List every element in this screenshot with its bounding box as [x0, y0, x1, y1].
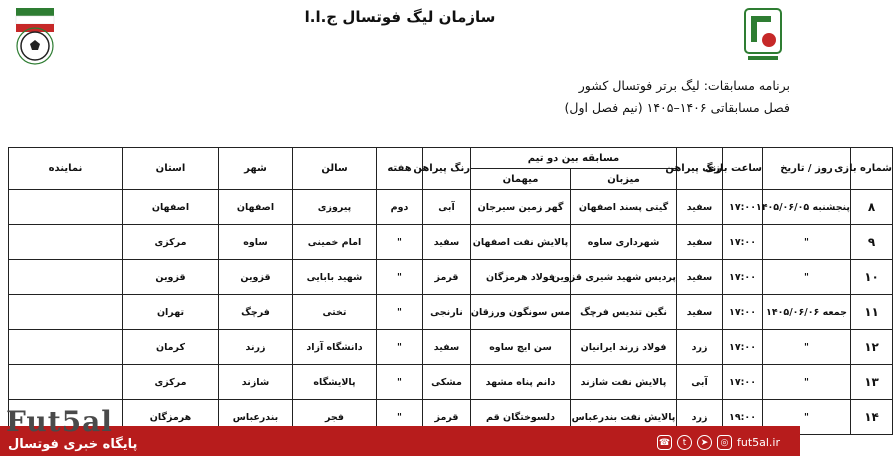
match-time: ۱۷:۰۰: [723, 330, 763, 365]
province: تهران: [123, 295, 219, 330]
col-time: ساعت بازی: [723, 148, 763, 190]
match-date: ": [763, 260, 851, 295]
guest-team: دلسوختگان قم: [471, 400, 571, 435]
table-row: [9, 330, 893, 365]
page-title: سازمان لیگ فوتسال ج.ا.ا: [304, 8, 496, 26]
guest-color: سفید: [423, 330, 471, 365]
guest-color: نارنجی: [423, 295, 471, 330]
website-link[interactable]: fut5al.ir: [736, 436, 780, 449]
match-date: ": [763, 365, 851, 400]
rep: [9, 365, 123, 400]
guest-team: دانم پناه مشهد: [471, 365, 571, 400]
host-team: پالایش نفت بندرعباس: [571, 400, 677, 435]
host-color: سفید: [677, 260, 723, 295]
venue: پالایشگاه: [293, 365, 377, 400]
match-time: ۱۷:۰۰: [723, 190, 763, 225]
week: ": [377, 330, 423, 365]
week: دوم: [377, 190, 423, 225]
host-team: فولاد زرند ایرانیان: [571, 330, 677, 365]
guest-team: مس سونگون ورزقان: [471, 295, 571, 330]
match-time: ۱۷:۰۰: [723, 225, 763, 260]
rep: [9, 225, 123, 260]
venue: پیروزی: [293, 190, 377, 225]
match-date: ": [763, 400, 851, 435]
host-color: سفید: [677, 190, 723, 225]
host-team: گیتی پسند اصفهان: [571, 190, 677, 225]
province: کرمان: [123, 330, 219, 365]
match-date: جمعه ۱۴۰۵/۰۶/۰۶: [763, 295, 851, 330]
province: قزوین: [123, 260, 219, 295]
match-time: ۱۷:۰۰: [723, 365, 763, 400]
match-no: ۱۱: [851, 295, 893, 330]
host-team: پردیس شهید شیری قزوین: [571, 260, 677, 295]
match-date: ": [763, 330, 851, 365]
city: شازند: [219, 365, 293, 400]
guest-team: گهر زمین سیرجان: [471, 190, 571, 225]
guest-color: قرمز: [423, 400, 471, 435]
match-no: ۱۳: [851, 365, 893, 400]
table-row: [9, 190, 893, 225]
guest-color: سفید: [423, 225, 471, 260]
guest-team: سن ایچ ساوه: [471, 330, 571, 365]
table-row: [9, 260, 893, 295]
guest-color: آبی: [423, 190, 471, 225]
rep: [9, 260, 123, 295]
host-team: شهرداری ساوه: [571, 225, 677, 260]
province: اصفهان: [123, 190, 219, 225]
guest-team: فولاد هرمزگان: [471, 260, 571, 295]
venue: شهید بابایی: [293, 260, 377, 295]
twitter-icon[interactable]: t: [677, 435, 692, 450]
instagram-icon[interactable]: ◎: [717, 435, 732, 450]
telegram-icon[interactable]: ➤: [697, 435, 712, 450]
col-venue: سالن: [293, 148, 377, 190]
match-no: ۹: [851, 225, 893, 260]
week: ": [377, 225, 423, 260]
table-row: [9, 365, 893, 400]
host-color: زرد: [677, 400, 723, 435]
phone-icon[interactable]: ☎: [657, 435, 672, 450]
week: ": [377, 295, 423, 330]
table-row: [9, 295, 893, 330]
city: اصفهان: [219, 190, 293, 225]
city: زرند: [219, 330, 293, 365]
match-time: ۱۷:۰۰: [723, 260, 763, 295]
venue: فجر: [293, 400, 377, 435]
col-city: شهر: [219, 148, 293, 190]
match-date: ": [763, 225, 851, 260]
guest-color: قرمز: [423, 260, 471, 295]
venue: دانشگاه آزاد: [293, 330, 377, 365]
social-links: [657, 435, 790, 450]
match-no: ۸: [851, 190, 893, 225]
brand-tagline: پایگاه خبری فوتسال: [8, 437, 138, 452]
header-row: [9, 148, 893, 169]
province: مرکزی: [123, 365, 219, 400]
host-color: سفید: [677, 225, 723, 260]
col-guest-color: رنگ پیراهن: [423, 148, 471, 190]
rep: [9, 190, 123, 225]
match-no: ۱۰: [851, 260, 893, 295]
schedule-table: [8, 147, 893, 435]
col-host-color: رنگ پیراهن: [677, 148, 723, 190]
host-color: زرد: [677, 330, 723, 365]
province: هرمزگان: [123, 400, 219, 435]
week: ": [377, 400, 423, 435]
col-rep: نماینده: [9, 148, 123, 190]
col-week: هفته: [377, 148, 423, 190]
city: فرچگ: [219, 295, 293, 330]
city: ساوه: [219, 225, 293, 260]
city: بندرعباس: [219, 400, 293, 435]
col-match-between: مسابقه بین دو تیم: [471, 148, 677, 169]
host-team: نگین تندیس فرچگ: [571, 295, 677, 330]
host-team: پالایش نفت شازند: [571, 365, 677, 400]
host-color: سفید: [677, 295, 723, 330]
week: ": [377, 365, 423, 400]
venue: تختی: [293, 295, 377, 330]
col-guest: میهمان: [471, 169, 571, 190]
brand-logo: Fut5al: [6, 405, 113, 438]
col-host: میزبان: [571, 169, 677, 190]
col-province: استان: [123, 148, 219, 190]
col-match-no: شماره بازی: [851, 148, 893, 190]
match-no: ۱۲: [851, 330, 893, 365]
host-color: آبی: [677, 365, 723, 400]
match-time: ۱۷:۰۰: [723, 295, 763, 330]
venue: امام خمینی: [293, 225, 377, 260]
competition-label: برنامه مسابقات: لیگ برتر فوتسال کشور: [578, 78, 790, 93]
guest-color: مشکی: [423, 365, 471, 400]
season-label: فصل مسابقاتی ۱۴۰۶–۱۴۰۵ (نیم فصل اول): [564, 100, 790, 115]
col-day-date: روز / تاریخ: [763, 148, 851, 190]
guest-team: پالایش نفت اصفهان: [471, 225, 571, 260]
match-date: پنجشنبه ۱۴۰۵/۰۶/۰۵: [763, 190, 851, 225]
match-no: ۱۴: [851, 400, 893, 435]
province: مرکزی: [123, 225, 219, 260]
table-row: [9, 225, 893, 260]
city: قزوین: [219, 260, 293, 295]
rep: [9, 330, 123, 365]
match-time: ۱۹:۰۰: [723, 400, 763, 435]
week: ": [377, 260, 423, 295]
rep: [9, 295, 123, 330]
